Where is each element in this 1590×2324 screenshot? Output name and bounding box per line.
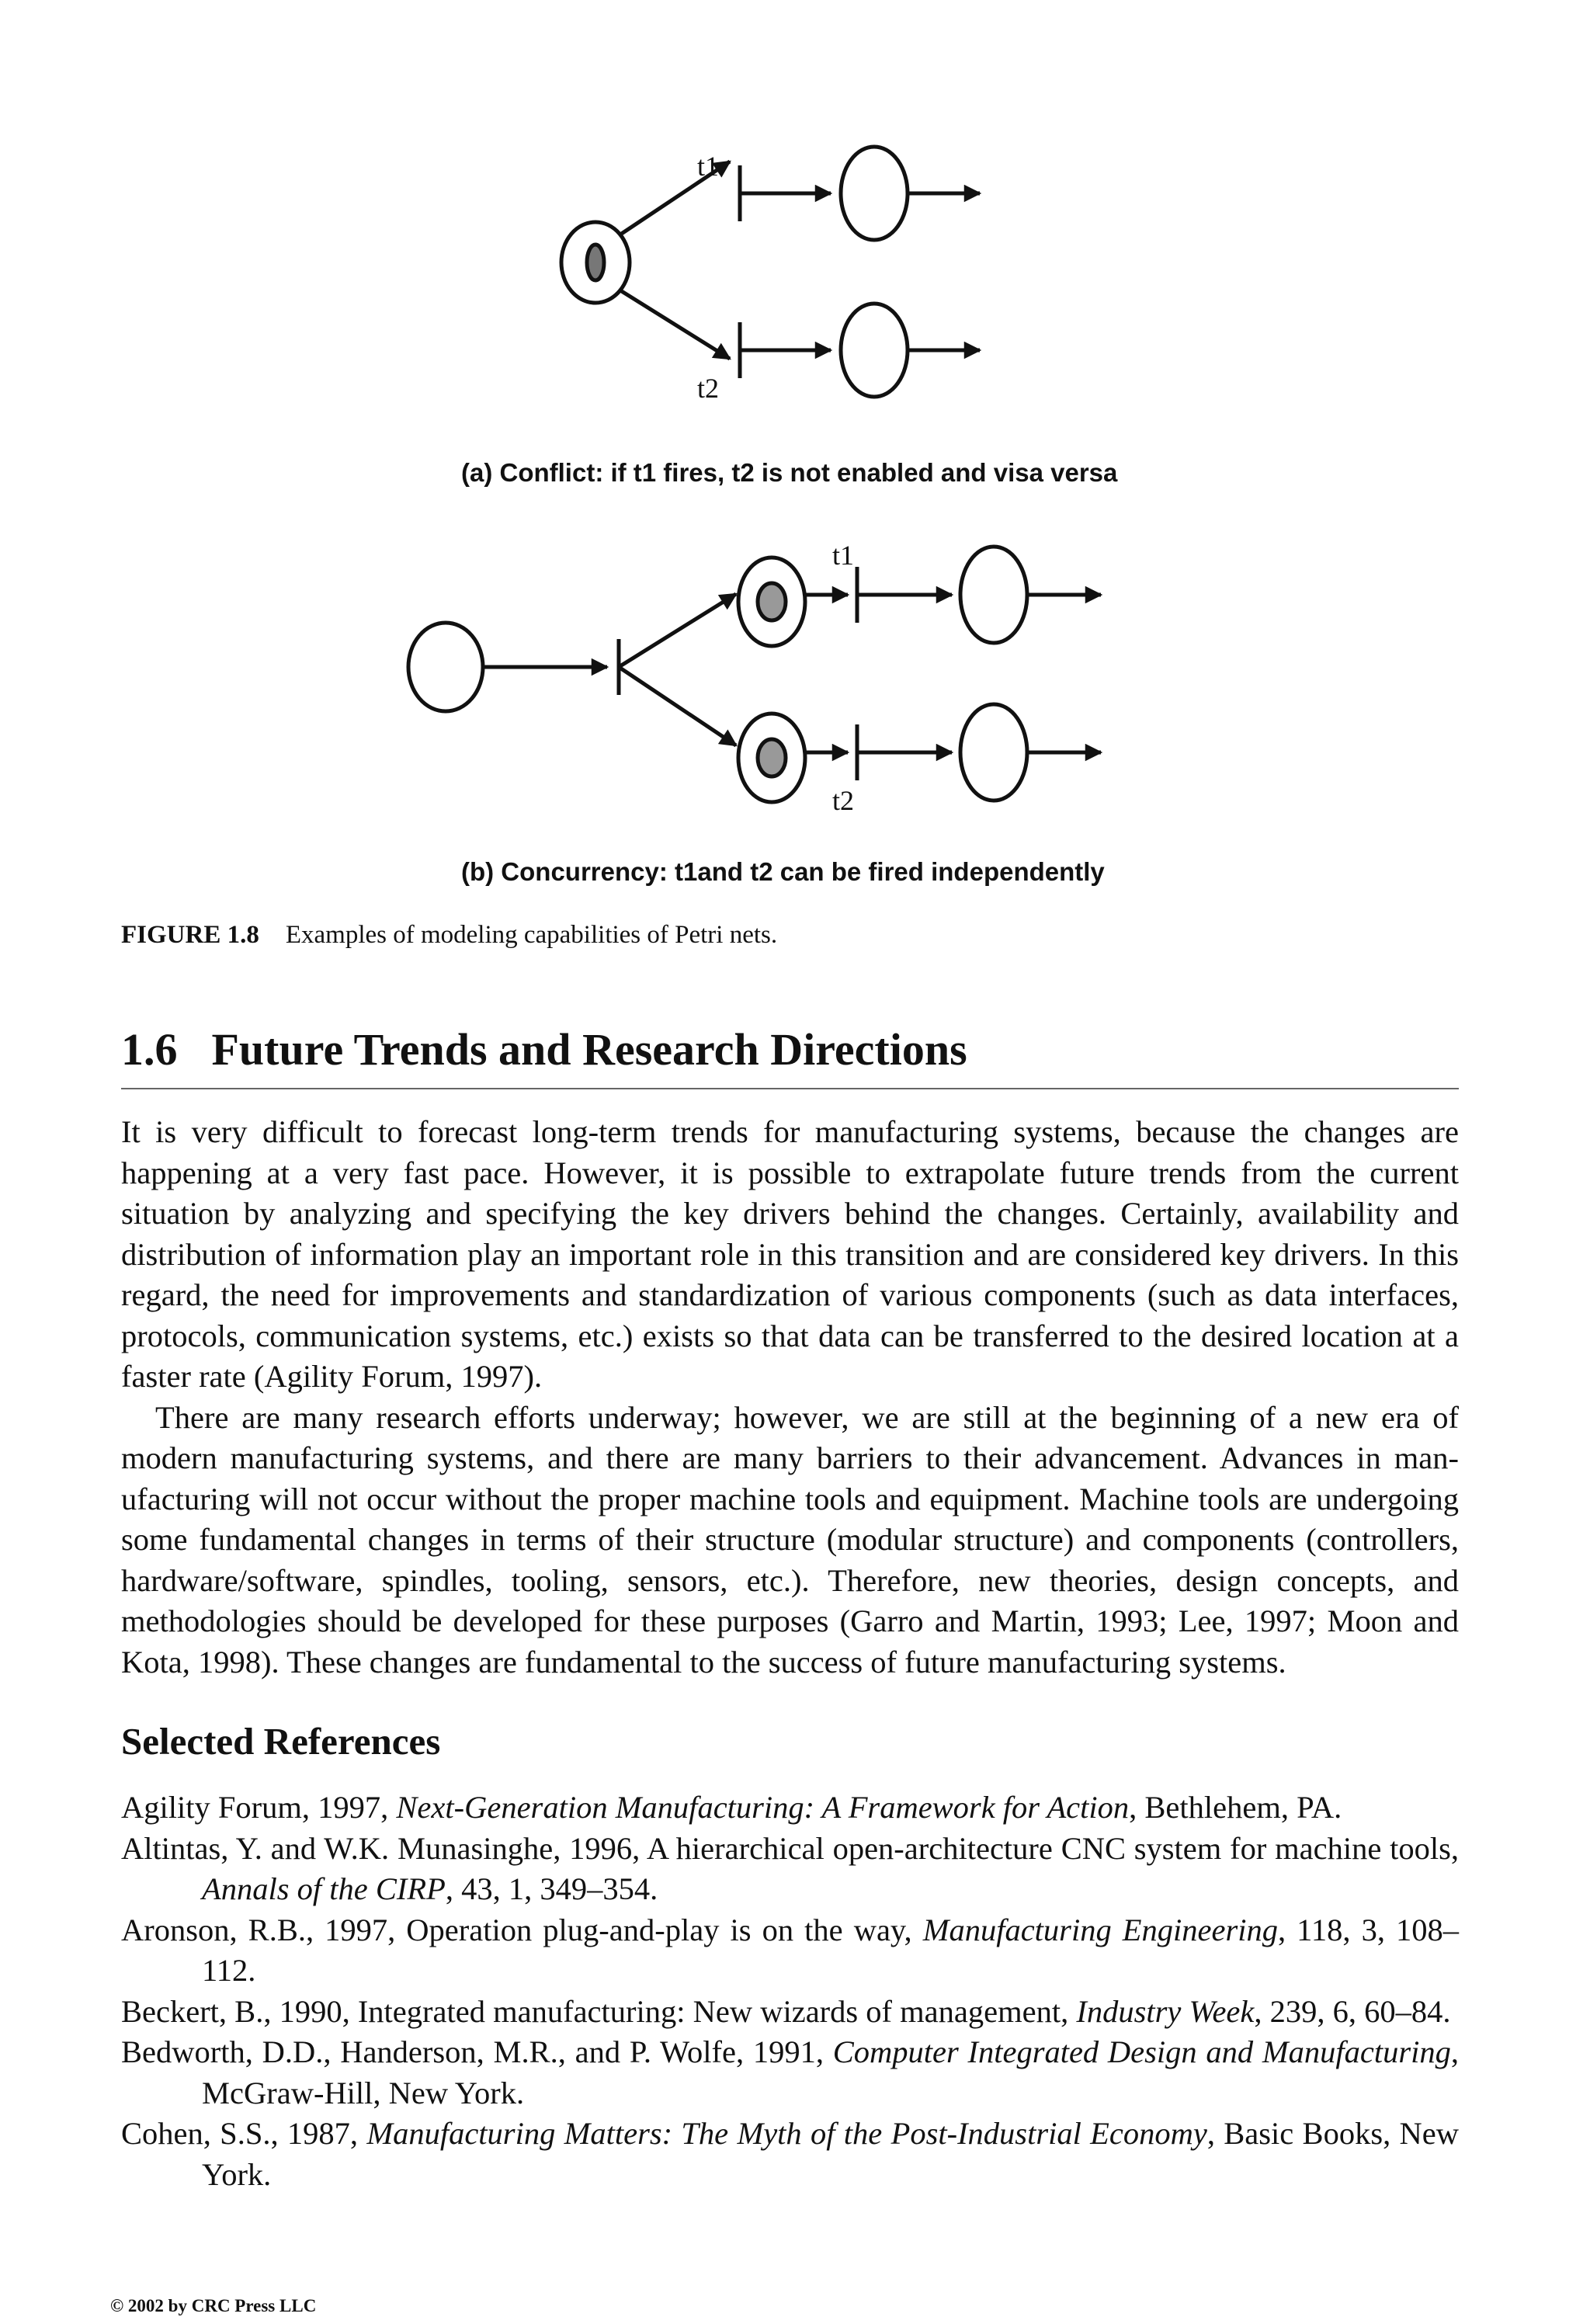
place-output-1: [841, 147, 908, 240]
reference-item: Altintas, Y. and W.K. Munasinghe, 1996, A hierarchical open-architecture CNC system for machine tools, Annals of the CIRP, 43, 1, 349–354.: [121, 1830, 1459, 1906]
section-heading: [121, 1025, 967, 1075]
diagram-a-conflict: [561, 147, 980, 397]
references-heading: Selected References: [121, 1720, 441, 1763]
place-output-2: [960, 704, 1027, 801]
token: [758, 739, 786, 776]
token: [758, 583, 786, 620]
reference-item: Agility Forum, 1997, Next-Generation Manufacturing: A Framework for Action, Bethlehem, PA.: [121, 1790, 1342, 1825]
reference-item: Aronson, R.B., 1997, Operation plug-and-play is on the way, Manufacturing Engineering, 118, 3, 108–112.: [121, 1912, 1460, 1988]
arc-fork-to-lower: [619, 667, 736, 745]
label-a-t1: t1: [697, 151, 720, 182]
place-source: [408, 623, 483, 711]
section-title: Future Trends and Research Directions: [211, 1024, 967, 1075]
reference-item: Cohen, S.S., 1987, Manufacturing Matters: The Myth of the Post-Industrial Economy, Basic Books, New York.: [121, 2116, 1459, 2192]
figure-label: FIGURE 1.8: [121, 921, 259, 949]
arc-to-t2: [620, 290, 730, 359]
diagram-b-caption: (b) Concurrency: t1and t2 can be fired independently: [461, 857, 1105, 886]
figure-caption-text: Examples of modeling capabilities of Petri nets.: [285, 921, 778, 949]
reference-item: Beckert, B., 1990, Integrated manufacturing: New wizards of management, Industry Week, 239, 6, 60–84.: [121, 1993, 1451, 2029]
references-list: [121, 1787, 1459, 2195]
paragraph: It is very difficult to forecast long-term trends for manufacturing systems, because the changes are happening at a very fast pace. However, it is possible to extrapolate future trends from the current situation by analyzing and specifying the key drivers behind the changes. Certainly, availability and distribution of information play an important role in this transition and are considered key drivers. In this regard, the need for improvements and standardization of various components (such as data interfaces, protocols, communication systems, etc.) exists so that data can be transferred to the desired location at a faster rate (Agility Forum, 1997).: [121, 1114, 1459, 1394]
section-rule: [121, 1088, 1459, 1089]
petri-net-figure: [0, 0, 1590, 901]
copyright-footer: © 2002 by CRC Press LLC: [110, 2296, 317, 2315]
section-body: [121, 1112, 1459, 1683]
label-a-t2: t2: [697, 373, 720, 404]
figure-caption: [121, 921, 777, 950]
reference-item: Bedworth, D.D., Handerson, M.R., and P. Wolfe, 1991, Computer Integrated Design and Manufacturing, McGraw-Hill, New York.: [121, 2034, 1459, 2110]
paragraph: There are many research efforts underway; however, we are still at the beginning of a new era of modern manufacturing systems, and there are many barriers to their advancement. Advances in manufacturing will not occur without the proper machine tools and equipment. Machine tools are undergoing some fundamental changes in terms of their structure (modular structure) and components (controllers, hardware/software, spindles, tooling, sensors, etc.). Therefore, new theories, design concepts, and methodologies should be developed for these purposes (Garro and Martin, 1993; Lee, 1997; Moon and Kota, 1998). These changes are fundamental to the success of future manufacturing systems.: [121, 1399, 1459, 1680]
place-output-1: [960, 547, 1027, 643]
place-output-2: [841, 304, 908, 397]
arc-fork-to-upper: [619, 594, 736, 667]
token: [587, 245, 604, 280]
section-number: 1.6: [121, 1024, 178, 1075]
label-b-t2: t2: [832, 785, 855, 816]
label-b-t1: t1: [832, 540, 855, 571]
diagram-b-concurrency: [408, 547, 1101, 802]
diagram-a-caption: (a) Conflict: if t1 fires, t2 is not enabled and visa versa: [461, 458, 1118, 487]
